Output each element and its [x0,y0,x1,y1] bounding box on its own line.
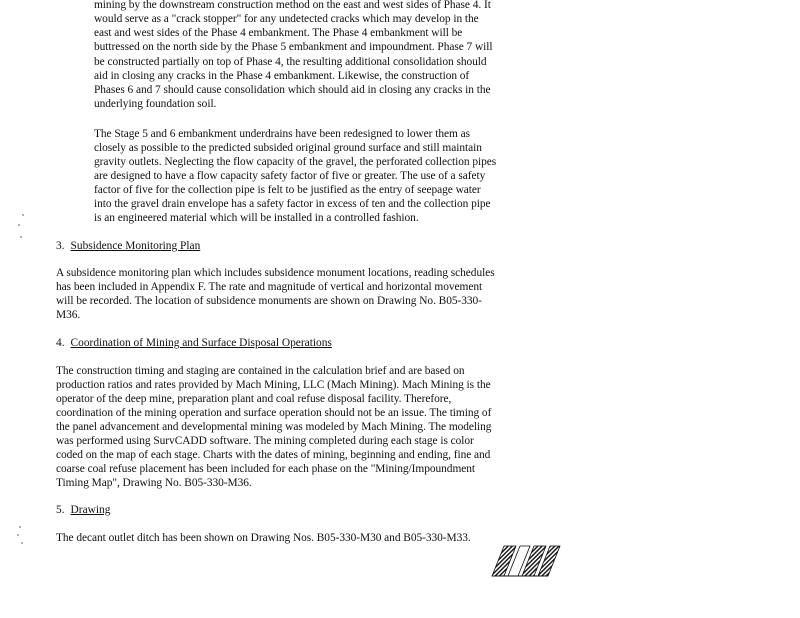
text-line: M36. [56,309,81,321]
text-line: would serve as a "crack stopper" for any undetected cracks which may develop in the [94,13,479,25]
text-line: mining by the downstream construction method on the east and west sides of Phase 4. It [94,0,491,11]
text-line: aid in closing any cracks in the Phase 4 embankment. Likewise, the construction of [94,70,470,82]
text-line: A subsidence monitoring plan which includes subsidence monument locations, reading schedules [56,267,495,279]
section-title: Subsidence Monitoring Plan [70,240,201,252]
text-line: will be recorded. The location of subsidence monuments are shown on Drawing No. B05-330- [56,295,482,307]
text-line: The construction timing and staging are contained in the calculation brief and are based on [56,365,465,377]
text-line: buttressed on the north side by the Phase 5 embankment and impoundment. Phase 7 will [94,41,493,53]
section-number: 5. [56,504,65,516]
scan-speck [18,224,20,226]
section-number: 3. [56,240,65,252]
text-line: be constructed partially on top of Phase 4, the resulting additional consolidation should [94,56,487,68]
section-title: Coordination of Mining and Surface Disposal Operations [70,337,332,349]
text-line: operator of the deep mine, preparation plant and coal refuse disposal facility. Therefore, [56,393,452,405]
scan-speck [21,542,23,544]
scan-speck [20,236,22,238]
scan-speck [22,214,24,216]
text-line: coarse coal refuse placement has been included for each phase on the "Mining/Impoundment [56,463,476,475]
text-line: has been included in Appendix F. The rate and magnitude of vertical and horizontal movement [56,281,483,293]
text-line: The decant outlet ditch has been shown on Drawing Nos. B05-330-M30 and B05-330-M33. [56,532,471,544]
text-line: into the gravel drain envelope has a safety factor in excess of ten and the collection pipe [94,198,491,210]
section-title: Drawing [70,504,111,516]
scan-speck [17,534,19,536]
text-line: coded on the map of each stage. Charts with the dates of mining, beginning and ending, fine and [56,449,491,461]
text-line: are designed to have a flow capacity safety factor of five or greater. The use of a safety [94,170,486,182]
scan-speck [19,526,21,528]
text-line: Phases 6 and 7 should cause consolidation which should aid in closing any cracks in the [94,84,491,96]
text-line: coordination of the mining operation and surface operation should not be an issue. The timing of [56,407,492,419]
text-line: east and west sides of the Phase 4 embankment. The Phase 4 embankment will be [94,27,463,39]
text-line: factor of five for the collection pipe is felt to be justified as the entry of seepage water [94,184,481,196]
text-line: production ratios and rates provided by Mach Mining, LLC (Mach Mining). Mach Mining is the [56,379,491,391]
text-line: Timing Map", Drawing No. B05-330-M36. [56,477,252,489]
text-line: The Stage 5 and 6 embankment underdrains have been redesigned to lower them as [94,128,470,140]
stamp-seal-icon [490,542,562,580]
text-line: was performed using SurvCADD software. The mining completed during each stage is color [56,435,474,447]
text-line: gravity outlets. Neglecting the flow capacity of the gravel, the perforated collection pipes [94,156,497,168]
text-line: the panel advancement and developmental mining was modeled by Mach Mining. The modeling [56,421,492,433]
section-number: 4. [56,337,65,349]
section-heading-drawing [56,503,110,517]
section-heading-subsidence [56,239,200,253]
text-line: underlying foundation soil. [94,98,217,110]
section-heading-coordination [56,336,332,350]
text-line: is an engineered material which will be installed in a controlled fashion. [94,212,419,224]
text-line: closely as possible to the predicted subsided original ground surface and still maintain [94,142,482,154]
